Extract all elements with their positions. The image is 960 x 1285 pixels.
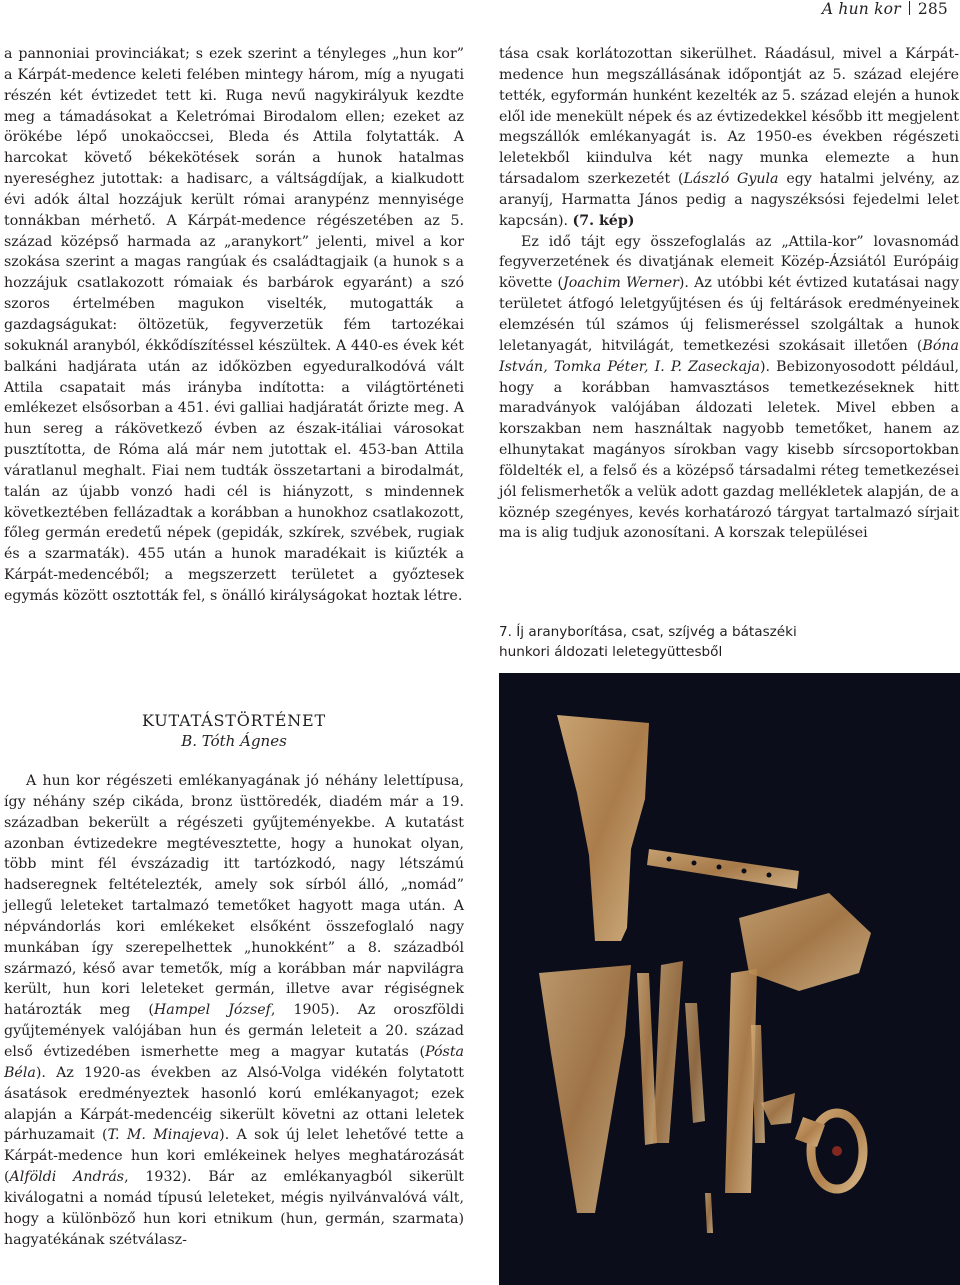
text-run: egy hatalmi jelvény, az aranyíj, Harmatta János pedig a nagyszéksósi fejedelmi lelet kapcsán).	[499, 171, 959, 229]
text-run: Ez idő tájt egy összefoglalás az „Attila-kor” lovasnomád fegyverzetének és divatjának elemeit Közép-Ázsiától Európáig követte (	[499, 233, 959, 292]
column-left-bottom	[4, 771, 464, 1250]
gold-artifacts-illustration	[499, 673, 960, 1285]
section-author: B. Tóth Ágnes	[181, 732, 287, 750]
text-run: A hun kor régészeti emlékanyagának jó néhány lelettípusa, így néhány szép cikáda, bronz üsttöredék, diadém már a 19. században bekerült a régészeti gyűjteményekbe. A kutatást azonban évtizedekre megtévesztette, hogy a hunokat olyan, több mint fél évszázadig itt tartózkodó, nagy létszámú hadseregnek feltételezték, amely sok sírból álló, „nomád” jellegű leleteket tartalmazó temetőket hagyott maga után. A népvándorlás kori emlékeket elsőként összefoglaló nagy munkában így szerepelhettek „hunokként” a 8. századból származó, késő avar temetők, míg a korábban már napvilágra került, hun kori leleteket germán, illetve avar régiségnek határozták meg (	[4, 773, 464, 1019]
body-paragraph	[4, 771, 464, 1250]
figure-reference: (7. kép)	[572, 212, 635, 229]
citation-author: Hampel József	[153, 1002, 271, 1019]
citation-author: Joachim Werner	[563, 275, 679, 292]
caption-line: 7. Íj aranyborítása, csat, szíjvég a bátaszéki	[499, 624, 797, 640]
text-run: ). Az utóbbi két évtized kutatásai nagy területet átfogó leletgyűjtésen és új feltárások eredményeinek elemzésén túl számos új felismeréssel szolgáltak a hunok leletanyagát, hitvilágát, temetkezési szokásait illetően (	[499, 275, 959, 354]
citation-author: László Gyula	[683, 171, 779, 188]
column-right	[499, 44, 959, 544]
header-divider	[909, 1, 910, 15]
text-run: , 1905). Az oroszföldi gyűjtemények valójában hun és germán leleteit a 20. század első évtizedében ismerhette meg a magyar kutatás (	[4, 1002, 465, 1060]
citation-author: T. M. Minajeva	[107, 1127, 220, 1144]
citation-author: Alföldi András	[9, 1169, 125, 1186]
text-run: ). Bebizonyosodott például, hogy a korábban hamvasztásos temetkezéseknek hitt maradványok valójában áldozati leletek. Mivel ebben a korszakban nem használtak nagyobb temetőket, hanem az elhunytakat magányos sírokban vagy kisebb sírcsoportokban földelték el, a felső és a középső társadalmi réteg temetkezései jól felismerhetők a velük adott gazdag mellékletek alapján, de a köznép szegényes, kevés korhatározó tárgyat tartalmazó sírjait ma is alig tudjuk azonosítani. A korszak települései	[499, 358, 959, 542]
citation-author: Pósta Béla	[4, 1043, 464, 1081]
figure-photo	[499, 673, 960, 1285]
body-paragraph	[499, 232, 959, 545]
running-header	[822, 0, 948, 18]
body-paragraph	[499, 44, 959, 232]
section-heading-block	[4, 711, 464, 751]
running-title: A hun kor	[821, 0, 901, 18]
citation-author: Bóna István, Tomka Péter, I. P. Zaseckaja	[499, 337, 959, 375]
text-run: ). A sok új lelet lehetővé tette a Kárpát-medence hun kori emlékeinek helyes meghatározását (	[4, 1127, 464, 1186]
section-title: KUTATÁSTÖRTÉNET	[142, 711, 326, 730]
text-run: ). Az 1920-as években az Alsó-Volga vidékén folytatott ásatások eredményeztek hasonló korú emlékanyagot; ezek alapján a Kárpát-medencéig sikerült követni az ottani leletek párhuzamait (	[4, 1064, 464, 1144]
body-paragraph: a pannoniai provinciákat; s ezek szerint a tényleges „hun kor” a Kárpát-medence keleti felében mintegy három, míg a nyugati részén két évtizedet tett ki. Ruga nevű nagykirályuk kezdte meg a támadásokat a Keletrómai Birodalom ellen; ezeket az örökébe lépő unokaöccsei, Bleda és Attila folytatták. A harcokat követő békekötések során a hunok hatalmas nyereséghez jutottak: a hadisarc, a váltságdíjak, a kialkudott évi adók által hozzájuk került római aranypénz mennyisége tonnákban mérhető. A Kárpát-medence régészetében az 5. század középső harmada az „aranykort” jelenti, mivel a kor szokása szerint a magas rangúak és családtagjaik (a hunok s a hozzájuk csatlakozott rómaiak és barbárok egyaránt) a szó szoros értelmében magukon viselték, mutogatták a gazdagságukat: öltözetük, fegyverzetük fém tartozékai sokuknál aranyból, ékkődíszítéssel készültek. A 440-es évek két balkáni hadjárata után az időközben egyeduralkodóvá vált Attila csapatait más irányba indította: a világtörténeti emlékezet elsősorban a 451. évi galliai hadjáratát őrizte meg. A hun sereg a rákövetkező évben az észak-itáliai városokat pusztította, de Róma alá már nem jutottak el. 453-ban Attila váratlanul meghalt. Fiai nem tudták összetartani a birodalmát, talán az újabb vonzó hadi cél is hiányzott, s mindennek következtében fellázadtak a korábban a hunokhoz csatlakozott, főleg germán eredetű népek (gepidák, szkírek, szvébek, rugiak és a szarmaták). 455 után a hunok maradékait is kiűzték a Kárpát-medencéből; a megszerzett területet a győztesek egymás között osztották fel, s önálló királyságokat hoztak létre.	[4, 46, 464, 604]
caption-line: hunkori áldozati leletegyüttesből	[499, 644, 723, 660]
text-run: tása csak korlátozottan sikerülhet. Ráadásul, mivel a Kárpát-medence hun megszállásának időpontját az 5. század elejére tették, egyformán hunként kezelték az 5. század elején a hunok elől ide menekült népek és az évtizedekkel később itt megjelent megszállók emlékanyagát is. Az 1950-es években régészeti leletekből kiindulva két nagy munka elemezte a hun társadalom szerkezetét (	[499, 46, 959, 188]
figure-caption	[499, 622, 959, 662]
page-number: 285	[917, 0, 948, 18]
column-left-top	[4, 44, 464, 607]
text-run: , 1932). Bár az emlékanyagból sikerült kiválogatni a nomád típusú leleteket, mégis nyilvánvalóvá vált, hogy a különböző hun kori etnikum (hun, germán, szarmata) hagyatékának szétválasz-	[4, 1169, 464, 1248]
